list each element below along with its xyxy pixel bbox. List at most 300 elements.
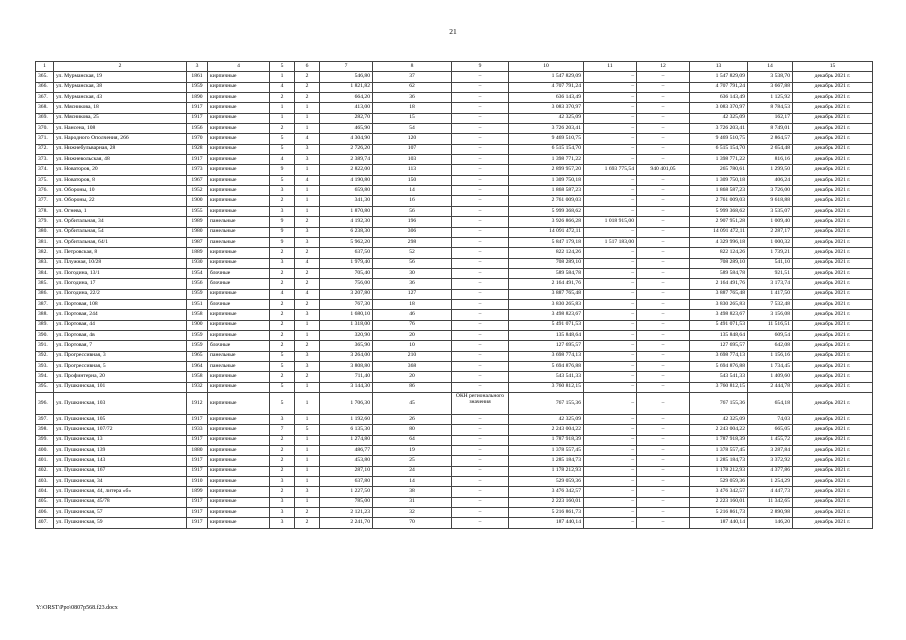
table-row — [36, 165, 873, 175]
table-row — [36, 155, 873, 165]
table-row — [36, 435, 873, 445]
table-cell: 150 — [373, 175, 452, 185]
table-cell: 26 — [373, 415, 452, 425]
table-cell: 388. — [36, 310, 54, 320]
table-cell: ул. Пушкинская, 45/78 — [54, 497, 187, 507]
table-cell: 9 469 510,75 — [690, 134, 748, 144]
table-cell: – — [452, 196, 509, 206]
table-cell: – — [452, 330, 509, 340]
table-cell: 5 999 368,62 — [509, 206, 584, 216]
table-cell: – — [584, 477, 637, 487]
table-cell: ул. Обороны, 10 — [54, 186, 187, 196]
table-cell: 664,20 — [320, 93, 373, 103]
table-cell: декабрь 2021 г. — [793, 186, 873, 196]
table-cell: 2 — [295, 217, 320, 227]
table-cell: 400. — [36, 446, 54, 456]
table-cell: 1 192,60 — [320, 415, 373, 425]
table-cell: 1958 — [187, 310, 208, 320]
table-row — [36, 196, 873, 206]
table-cell: 395. — [36, 382, 54, 392]
column-header: 10 — [509, 62, 584, 72]
table-cell: 2 — [270, 435, 295, 445]
table-cell: – — [637, 103, 690, 113]
table-row — [36, 393, 873, 415]
table-cell: 1 — [295, 186, 320, 196]
table-cell: ул. Пушкинская, 59 — [54, 518, 187, 528]
table-cell: 2 164 491,76 — [509, 279, 584, 289]
table-row — [36, 124, 873, 134]
table-row — [36, 248, 873, 258]
table-cell: ОКН регионального значения — [452, 393, 509, 415]
table-cell: 3 — [295, 351, 320, 361]
table-cell: 2 — [295, 279, 320, 289]
table-cell: 2 761 009,03 — [509, 196, 584, 206]
table-cell: – — [584, 103, 637, 113]
table-cell: 1959 — [187, 330, 208, 340]
table-cell: 1917 — [187, 415, 208, 425]
table-cell: 5 — [270, 351, 295, 361]
table-cell: декабрь 2021 г. — [793, 289, 873, 299]
table-cell: – — [637, 341, 690, 351]
table-cell: 1 398 771,22 — [509, 155, 584, 165]
table-cell: 1 — [295, 206, 320, 216]
table-cell: – — [452, 477, 509, 487]
table-cell: 372. — [36, 144, 54, 154]
table-cell: 921,51 — [748, 268, 793, 278]
table-row — [36, 144, 873, 154]
table-cell: 3 173,74 — [748, 279, 793, 289]
table-cell: кирпичные — [208, 425, 270, 435]
table-cell: – — [452, 72, 509, 82]
table-cell: декабрь 2021 г. — [793, 361, 873, 371]
table-cell: – — [584, 372, 637, 382]
table-cell: ул. Пушкинская, 105 — [54, 415, 187, 425]
table-cell: – — [584, 382, 637, 392]
table-cell: кирпичные — [208, 196, 270, 206]
table-cell: 1917 — [187, 518, 208, 528]
table-cell: ул. Прогрессивная, 3 — [54, 351, 187, 361]
table-cell: 162,17 — [748, 113, 793, 123]
table-cell: 135 848,64 — [509, 330, 584, 340]
table-cell: 1 787 918,39 — [690, 435, 748, 445]
table-cell: декабрь 2021 г. — [793, 227, 873, 237]
table-cell: декабрь 2021 г. — [793, 425, 873, 435]
table-cell: 387. — [36, 299, 54, 309]
table-cell: – — [637, 175, 690, 185]
table-cell: 1 734,45 — [748, 361, 793, 371]
table-cell: 822 124,26 — [690, 248, 748, 258]
table-cell: 1 409,60 — [748, 372, 793, 382]
table-cell: 42 325,09 — [690, 113, 748, 123]
table-cell: блочные — [208, 279, 270, 289]
table-cell: 1 — [295, 435, 320, 445]
table-cell: 711,40 — [320, 372, 373, 382]
table-cell: ул. Портовая, 4в — [54, 330, 187, 340]
table-cell: ул. Нижнебульварная, 28 — [54, 144, 187, 154]
table-cell: – — [637, 393, 690, 415]
table-cell: 3 — [295, 237, 320, 247]
table-cell: 14 — [373, 186, 452, 196]
table-cell: декабрь 2021 г. — [793, 206, 873, 216]
table-cell: – — [452, 497, 509, 507]
table-cell: декабрь 2021 г. — [793, 372, 873, 382]
table-cell: 1 870,80 — [320, 206, 373, 216]
table-cell: – — [637, 456, 690, 466]
table-cell: – — [637, 497, 690, 507]
table-cell: 2 164 491,76 — [690, 279, 748, 289]
table-cell: – — [452, 268, 509, 278]
table-cell: декабрь 2021 г. — [793, 279, 873, 289]
table-cell: кирпичные — [208, 446, 270, 456]
table-cell: 378. — [36, 206, 54, 216]
table-cell: – — [637, 518, 690, 528]
table-cell: 2 — [270, 466, 295, 476]
table-cell: 589 584,78 — [509, 268, 584, 278]
table-cell: 1 821,82 — [320, 82, 373, 92]
table-cell: 816,16 — [748, 155, 793, 165]
table-cell: 4 707 791,24 — [509, 82, 584, 92]
table-cell: – — [584, 155, 637, 165]
table-cell: декабрь 2021 г. — [793, 497, 873, 507]
table-cell: 30 — [373, 268, 452, 278]
table-cell: – — [452, 310, 509, 320]
table-cell: кирпичные — [208, 113, 270, 123]
table-row — [36, 103, 873, 113]
table-cell: 1 — [295, 456, 320, 466]
table-cell: 31 — [373, 497, 452, 507]
table-cell: 402. — [36, 466, 54, 476]
table-cell: 14 091 472,11 — [509, 227, 584, 237]
table-cell: 3 926 866,28 — [509, 217, 584, 227]
table-cell: – — [637, 155, 690, 165]
column-header: 15 — [793, 62, 873, 72]
table-cell: 1932 — [187, 382, 208, 392]
table-cell: 1 — [295, 165, 320, 175]
table-cell: 365. — [36, 72, 54, 82]
table-cell: 3 083 370,97 — [509, 103, 584, 113]
table-cell: декабрь 2021 г. — [793, 446, 873, 456]
table-cell: декабрь 2021 г. — [793, 124, 873, 134]
table-cell: 74,03 — [748, 415, 793, 425]
table-cell: 5 — [270, 144, 295, 154]
table-cell: 2 223 160,01 — [509, 497, 584, 507]
table-cell: 19 — [373, 446, 452, 456]
table-row — [36, 425, 873, 435]
table-cell: 3 — [295, 487, 320, 497]
table-cell: 282,70 — [320, 113, 373, 123]
table-cell: 377. — [36, 196, 54, 206]
table-cell: – — [452, 237, 509, 247]
table-cell: блочные — [208, 299, 270, 309]
table-cell: – — [584, 196, 637, 206]
table-cell: 1 274,80 — [320, 435, 373, 445]
table-cell: декабрь 2021 г. — [793, 341, 873, 351]
table-cell: 404. — [36, 487, 54, 497]
table-row — [36, 82, 873, 92]
table-cell: декабрь 2021 г. — [793, 456, 873, 466]
table-cell: панельные — [208, 227, 270, 237]
table-row — [36, 518, 873, 528]
table-cell: 11 516,51 — [748, 320, 793, 330]
table-cell: – — [637, 248, 690, 258]
table-cell: ул. Пушкинская, 139 — [54, 446, 187, 456]
table-cell: – — [452, 113, 509, 123]
table-cell: – — [584, 466, 637, 476]
table-row — [36, 227, 873, 237]
table-cell: ул. Мурманская, 38 — [54, 82, 187, 92]
table-cell: 18 — [373, 299, 452, 309]
table-cell: кирпичные — [208, 497, 270, 507]
table-cell: – — [584, 425, 637, 435]
column-header: 9 — [452, 62, 509, 72]
table-cell: 394. — [36, 372, 54, 382]
table-cell: ул. Пушкинская, 143 — [54, 456, 187, 466]
table-cell: 5 962,20 — [320, 237, 373, 247]
table-cell: декабрь 2021 г. — [793, 93, 873, 103]
table-cell: 2 890,98 — [748, 508, 793, 518]
table-cell: 3 887 765,48 — [509, 289, 584, 299]
table-cell: 1 455,72 — [748, 435, 793, 445]
table-cell: 373. — [36, 155, 54, 165]
table-cell: 940 401,05 — [637, 165, 690, 175]
table-cell: кирпичные — [208, 155, 270, 165]
table-cell: 1 706,30 — [320, 393, 373, 415]
table-cell: 1973 — [187, 165, 208, 175]
table-cell: 2 899 957,20 — [509, 165, 584, 175]
table-cell: – — [452, 248, 509, 258]
table-cell: 16 — [373, 196, 452, 206]
table-cell: 636 143,49 — [690, 93, 748, 103]
table-cell: 15 — [373, 113, 452, 123]
table-cell: 1900 — [187, 196, 208, 206]
table-cell: 1910 — [187, 477, 208, 487]
table-cell: декабрь 2021 г. — [793, 320, 873, 330]
table-cell: 403. — [36, 477, 54, 487]
table-cell: ул. Мясникова, 18 — [54, 103, 187, 113]
table-cell: – — [584, 456, 637, 466]
table-cell: 341,30 — [320, 196, 373, 206]
table-cell: 1 — [295, 497, 320, 507]
table-cell: – — [452, 144, 509, 154]
table-cell: ул. Портовая, 44 — [54, 320, 187, 330]
table-cell: ул. Пушкинская, 167 — [54, 466, 187, 476]
table-cell: 705,40 — [320, 268, 373, 278]
table-cell: ул. Народного Ополчения, 266 — [54, 134, 187, 144]
table-cell: – — [637, 299, 690, 309]
table-cell: – — [584, 497, 637, 507]
table-cell: 320,90 — [320, 330, 373, 340]
table-cell: – — [637, 134, 690, 144]
table-cell: – — [452, 258, 509, 268]
table-cell: кирпичные — [208, 186, 270, 196]
table-cell: 399. — [36, 435, 54, 445]
table-cell: декабрь 2021 г. — [793, 466, 873, 476]
table-row — [36, 113, 873, 123]
table-cell: кирпичные — [208, 466, 270, 476]
table-cell: – — [584, 435, 637, 445]
table-cell: 589 584,78 — [690, 268, 748, 278]
table-cell: 393. — [36, 361, 54, 371]
table-cell: 1 309 750,18 — [690, 175, 748, 185]
table-cell: 642,08 — [748, 341, 793, 351]
table-cell: – — [637, 268, 690, 278]
table-cell: – — [637, 258, 690, 268]
table-cell: 3 — [270, 497, 295, 507]
table-cell: ул. Погодина, 13/1 — [54, 268, 187, 278]
table-cell: – — [584, 320, 637, 330]
table-cell: кирпичные — [208, 134, 270, 144]
table-cell: кирпичные — [208, 487, 270, 497]
table-cell: 56 — [373, 258, 452, 268]
table-cell: декабрь 2021 г. — [793, 144, 873, 154]
table-cell: 135 848,64 — [690, 330, 748, 340]
table-cell: 1987 — [187, 237, 208, 247]
table-cell: – — [452, 217, 509, 227]
table-cell: 3 498 823,67 — [509, 310, 584, 320]
table-cell: 1 979,40 — [320, 258, 373, 268]
table-cell: ул. Пушкинская, 101 — [54, 382, 187, 392]
table-cell: декабрь 2021 г. — [793, 134, 873, 144]
table-cell: декабрь 2021 г. — [793, 382, 873, 392]
table-cell: кирпичные — [208, 456, 270, 466]
table-cell: 1 680,10 — [320, 310, 373, 320]
table-cell: кирпичные — [208, 93, 270, 103]
table-cell: 386. — [36, 289, 54, 299]
table-cell: 2 243 004,22 — [690, 425, 748, 435]
table-cell: 1 — [270, 72, 295, 82]
table-cell: – — [452, 320, 509, 330]
table-cell: 1928 — [187, 144, 208, 154]
column-header: 12 — [637, 62, 690, 72]
table-cell: 3 287,84 — [748, 446, 793, 456]
table-cell: ул. Мурманская, 19 — [54, 72, 187, 82]
table-cell: 1890 — [187, 93, 208, 103]
table-cell: 9 469 510,75 — [509, 134, 584, 144]
table-header-row — [36, 62, 873, 72]
table-row — [36, 134, 873, 144]
table-cell: – — [452, 279, 509, 289]
table-cell: 4 — [295, 258, 320, 268]
table-cell: 298 — [373, 237, 452, 247]
table-cell: 76 — [373, 320, 452, 330]
table-cell: 113 — [373, 165, 452, 175]
table-cell: 1 — [295, 103, 320, 113]
table-cell: 187 440,14 — [509, 518, 584, 528]
table-cell: 391. — [36, 341, 54, 351]
table-cell: кирпичные — [208, 206, 270, 216]
table-cell: 4 192,30 — [320, 217, 373, 227]
column-header: 11 — [584, 62, 637, 72]
table-cell: – — [637, 477, 690, 487]
table-cell: блочные — [208, 341, 270, 351]
table-row — [36, 497, 873, 507]
table-cell: 3 — [295, 361, 320, 371]
table-cell: ул. Плужная, 10/28 — [54, 258, 187, 268]
table-cell: 9 — [270, 227, 295, 237]
table-cell: – — [452, 425, 509, 435]
table-cell: 2 223 160,01 — [690, 497, 748, 507]
table-cell: 637,80 — [320, 477, 373, 487]
table-cell: 1900 — [187, 320, 208, 330]
table-cell: блочные — [208, 268, 270, 278]
table-cell: 9 618,88 — [748, 196, 793, 206]
table-cell: 1 517 183,00 — [584, 237, 637, 247]
table-cell: – — [452, 372, 509, 382]
table-cell: 3 538,70 — [748, 72, 793, 82]
table-cell: 756,00 — [320, 279, 373, 289]
table-cell: 3 156,08 — [748, 310, 793, 320]
table-cell: 389. — [36, 320, 54, 330]
table-row — [36, 279, 873, 289]
table-row — [36, 446, 873, 456]
table-cell: 196 — [373, 217, 452, 227]
table-cell: декабрь 2021 г. — [793, 299, 873, 309]
table-cell: – — [584, 518, 637, 528]
table-cell: 1 — [295, 196, 320, 206]
table-cell: 7 — [270, 425, 295, 435]
table-cell: 1 — [295, 393, 320, 415]
table-row — [36, 186, 873, 196]
table-cell: 3 887 765,48 — [690, 289, 748, 299]
table-cell: 3 476 342,57 — [690, 487, 748, 497]
table-cell: 4 447,73 — [748, 487, 793, 497]
table-cell: кирпичные — [208, 124, 270, 134]
table-cell: 4 377,86 — [748, 466, 793, 476]
table-cell: 3 830 265,83 — [509, 299, 584, 309]
table-cell: декабрь 2021 г. — [793, 217, 873, 227]
table-cell: 4 — [295, 289, 320, 299]
table-cell: – — [637, 206, 690, 216]
table-cell: 1 739,21 — [748, 248, 793, 258]
table-cell: ул. Портовая, 244 — [54, 310, 187, 320]
table-cell: – — [584, 351, 637, 361]
table-cell: 3 264,00 — [320, 351, 373, 361]
table-cell: кирпичные — [208, 393, 270, 415]
table-cell: декабрь 2021 г. — [793, 165, 873, 175]
table-cell: 529 059,36 — [690, 477, 748, 487]
table-cell: 2 — [270, 310, 295, 320]
table-cell: 382. — [36, 248, 54, 258]
table-cell: декабрь 2021 г. — [793, 477, 873, 487]
table-cell: 1980 — [187, 227, 208, 237]
table-cell: 5 491 071,53 — [690, 320, 748, 330]
table-cell: 2 — [295, 72, 320, 82]
table-cell: – — [584, 341, 637, 351]
page-number: 21 — [449, 27, 457, 36]
table-cell: 25 — [373, 456, 452, 466]
table-row — [36, 289, 873, 299]
table-cell: 1917 — [187, 103, 208, 113]
table-cell: 406. — [36, 508, 54, 518]
table-cell: 5 — [270, 361, 295, 371]
table-cell: кирпичные — [208, 103, 270, 113]
column-header: 5 — [270, 62, 295, 72]
table-cell: 1 254,29 — [748, 477, 793, 487]
table-row — [36, 237, 873, 247]
table-cell: 5 694 876,88 — [690, 361, 748, 371]
table-cell: 8 784,53 — [748, 103, 793, 113]
table-cell: ул. Пушкинская, 107/72 — [54, 425, 187, 435]
table-row — [36, 310, 873, 320]
table-cell: 3 — [270, 186, 295, 196]
table-cell: 1959 — [187, 289, 208, 299]
table-cell: ул. Пушкинская, 44, литера «б» — [54, 487, 187, 497]
table-cell: – — [584, 227, 637, 237]
table-cell: – — [584, 393, 637, 415]
table-cell: – — [452, 227, 509, 237]
table-cell: 6 515 154,70 — [509, 144, 584, 154]
table-cell: 1 — [295, 330, 320, 340]
